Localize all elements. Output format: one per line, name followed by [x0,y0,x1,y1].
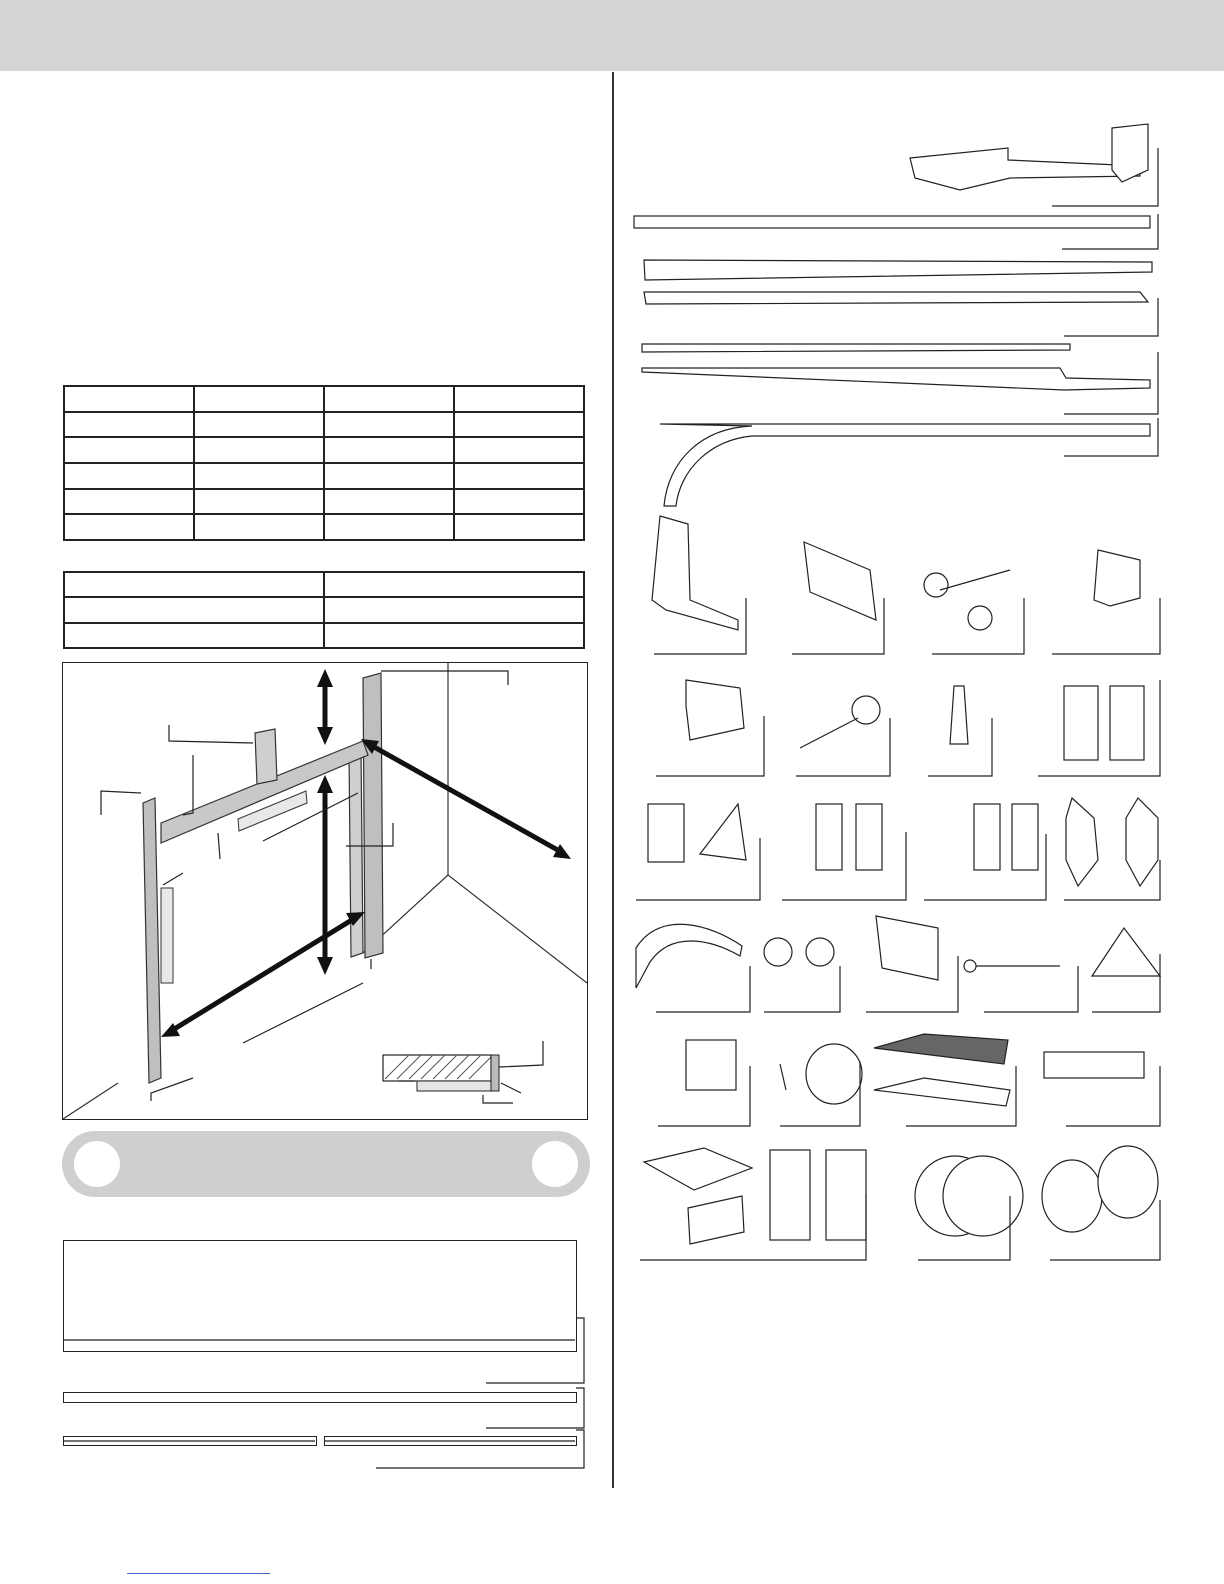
spec-table-clearance [63,571,585,649]
table-row [64,412,584,438]
door-section-panel [63,1240,577,1352]
pill-left-dot [74,1141,120,1187]
callout-pill [62,1131,590,1197]
garage-opening-diagram [62,662,588,1120]
table-row [64,514,584,540]
pill-right-dot [532,1141,578,1187]
table-row [64,386,584,412]
door-section-rail-left [63,1436,317,1446]
table-row [64,463,584,489]
column-divider [612,72,614,1488]
header-band [0,0,1224,71]
table-row [64,623,584,648]
door-section-rail-right [324,1436,577,1446]
garage-opening-diagram-icon [63,663,587,1119]
table-row [64,489,584,515]
table-row [64,437,584,463]
spec-table-sizes [63,385,585,541]
door-section-strut [63,1392,577,1403]
table-row [64,572,584,597]
table-row [64,597,584,622]
footer-link-underline[interactable] [127,1573,270,1574]
